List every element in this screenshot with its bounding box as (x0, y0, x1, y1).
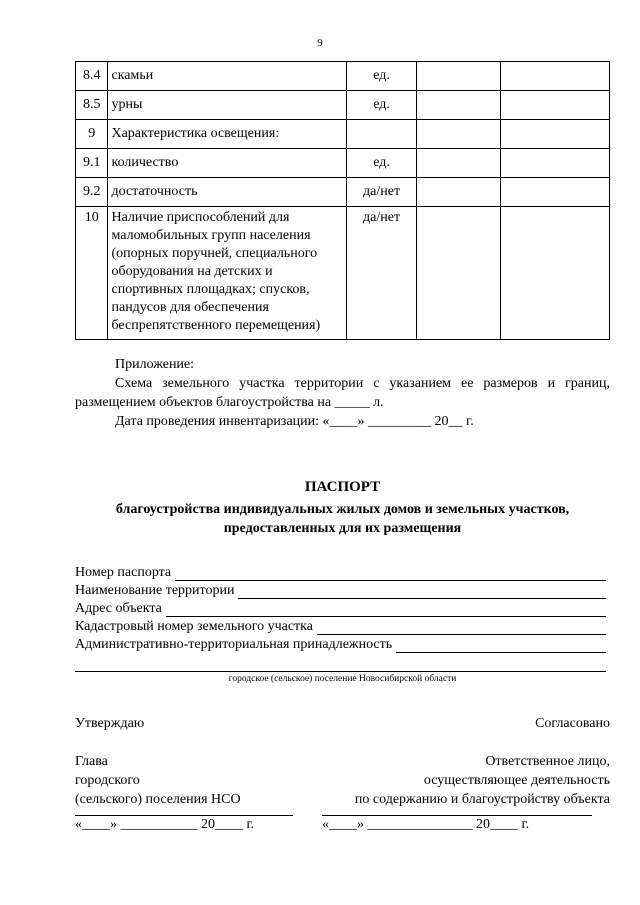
table-row (76, 149, 610, 178)
row-number: 8.5 (76, 91, 108, 120)
object-address-line (166, 602, 606, 617)
inventory-table (75, 61, 610, 340)
row-unit (347, 120, 417, 149)
cadastral-number-field (75, 617, 610, 635)
passport-number-field (75, 563, 610, 581)
table-row (76, 91, 610, 120)
passport-number-label: Номер паспорта (75, 565, 172, 580)
table-row (76, 62, 610, 91)
row-value-cell (417, 91, 501, 120)
cadastral-number-label: Кадастровый номер земельного участка (75, 619, 313, 634)
affiliation-field (75, 635, 610, 653)
territory-name-line (238, 584, 606, 599)
approve-line3: (сельского) поселения НСО (75, 792, 241, 807)
table-row (76, 120, 610, 149)
object-address-label: Адрес объекта (75, 601, 162, 616)
appendix-scheme: Схема земельного участка территории с указанием ее размеров и границ, размещением объектов благоустройства на _____ л. (75, 376, 610, 410)
row-description: достаточность (108, 178, 347, 207)
row-unit: да/нет (347, 178, 417, 207)
agree-date: «____» _______________ 20____ г. (322, 817, 530, 832)
affiliation-label: Административно-территориальная принадлежность (75, 637, 393, 652)
row-unit: ед. (347, 149, 417, 178)
object-address-field (75, 599, 610, 617)
approve-block (75, 714, 305, 809)
row-note-cell (501, 120, 610, 149)
affiliation-line (396, 638, 606, 653)
row-note-cell (501, 62, 610, 91)
row-unit: ед. (347, 91, 417, 120)
page-number: 9 (317, 37, 323, 49)
settlement-line (75, 657, 606, 672)
row-unit: да/нет (347, 207, 417, 340)
approve-signature-line (75, 815, 293, 816)
row-value-cell (417, 178, 501, 207)
row-number: 9.1 (76, 149, 108, 178)
agree-heading: Согласовано (535, 716, 610, 731)
row-description: скамьи (108, 62, 347, 91)
inventory-date: Дата проведения инвентаризации: «____» _________ 20__ г. (115, 414, 474, 429)
row-value-cell (417, 62, 501, 91)
agree-line1: Ответственное лицо, (485, 754, 610, 769)
row-note-cell (501, 149, 610, 178)
row-number: 9 (76, 120, 108, 149)
row-value-cell (417, 149, 501, 178)
row-description: Наличие приспособлений для маломобильных групп населения (опорных поручней, специального оборудования на детских и спортивных площадках; спусков, пандусов для обеспечения беспрепятственного перемещения) (108, 207, 347, 340)
row-description: Характеристика освещения: (108, 120, 347, 149)
agree-line3: по содержанию и благоустройству объекта (354, 792, 610, 807)
row-description: количество (108, 149, 347, 178)
row-number: 8.4 (76, 62, 108, 91)
approve-line2: городского (75, 773, 140, 788)
appendix-section (75, 355, 610, 431)
row-unit: ед. (347, 62, 417, 91)
row-number: 9.2 (76, 178, 108, 207)
approve-date: «____» ___________ 20____ г. (75, 817, 255, 832)
row-note-cell (501, 207, 610, 340)
title-subtitle: благоустройства индивидуальных жилых домов и земельных участков, предоставленных для их размещения (115, 502, 570, 536)
agree-line2: осуществляющее деятельность (423, 773, 610, 788)
table-row (76, 207, 610, 340)
agree-block (318, 714, 610, 809)
passport-title (75, 478, 610, 538)
approve-line1: Глава (75, 754, 108, 769)
passport-fields (75, 563, 610, 684)
row-note-cell (501, 178, 610, 207)
passport-number-line (175, 566, 606, 581)
row-value-cell (417, 120, 501, 149)
table-row (76, 178, 610, 207)
row-number: 10 (76, 207, 108, 340)
settlement-caption: городское (сельское) поселение Новосибирской области (228, 674, 457, 684)
approve-heading: Утверждаю (75, 716, 145, 731)
cadastral-number-line (317, 620, 606, 635)
appendix-heading: Приложение: (115, 357, 195, 372)
row-description: урны (108, 91, 347, 120)
row-value-cell (417, 207, 501, 340)
agree-signature-line (322, 815, 592, 816)
territory-name-label: Наименование территории (75, 583, 235, 598)
territory-name-field (75, 581, 610, 599)
title-passport: ПАСПОРТ (304, 479, 381, 495)
row-note-cell (501, 91, 610, 120)
